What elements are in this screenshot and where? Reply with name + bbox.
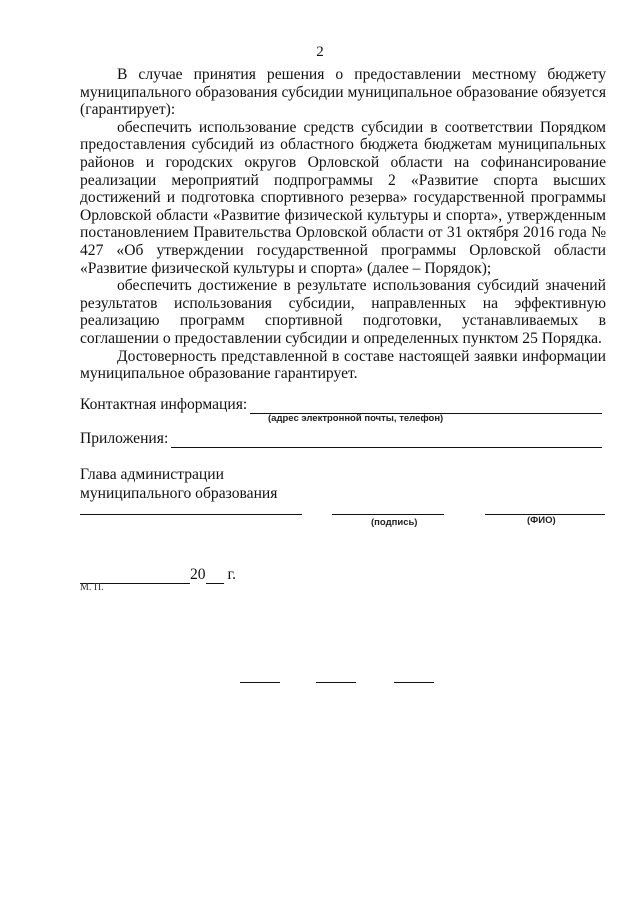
signature-line[interactable] — [332, 514, 444, 515]
date-year-suffix: г. — [227, 566, 237, 583]
attachments-row — [80, 430, 602, 448]
guarantee-text — [80, 66, 606, 383]
attachments-label: Приложения: — [80, 430, 169, 447]
signatory-title-line1: Глава администрации — [80, 466, 224, 483]
paragraph-results: обеспечить достижение в результате использования субсидий значений результатов использования субсидии, направленных на эффективную реализацию программ спортивной подготовки, устанавливаемых в соглашении о предоставлении субсидии и определенных пунктом 25 Порядка. — [80, 277, 606, 347]
paragraph-reliability: Достоверность представленной в составе настоящей заявки информации муниципальное образование гарантирует. — [80, 347, 606, 383]
position-line[interactable] — [80, 514, 302, 515]
date-year-line[interactable] — [206, 569, 224, 584]
stamp-place-label: М. П. — [80, 582, 104, 593]
contact-info-row — [80, 396, 602, 414]
closing-dash-3 — [394, 682, 434, 683]
closing-dash-2 — [316, 682, 356, 683]
signatory-title — [80, 465, 277, 503]
signature-hint: (подпись) — [371, 517, 418, 528]
closing-dash-1 — [240, 682, 280, 683]
date-year-prefix: 20 — [190, 566, 206, 583]
paragraph-intro: В случае принятия решения о предоставлении местному бюджету муниципального образования субсидии муниципальное образование обязуется (гарантирует): — [80, 66, 606, 119]
paragraph-use-funds: обеспечить использование средств субсидии в соответствии Порядком предоставления субсидий из областного бюджета бюджетам муниципальных районов и городских округов Орловской области на софинансирование реализации мероприятий подпрограммы 2 «Развитие спорта высших достижений и подготовка спортивного резерва» государственной программы Орловской области «Развитие физической культуры и спорта», утвержденным постановлением Правительства Орловской области от 31 октября 2016 года № 427 «Об утверждении государственной программы Орловской области «Развитие физической культуры и спорта» (далее – Порядок); — [80, 118, 606, 277]
signatory-title-line2: муниципального образования — [80, 485, 278, 502]
page-number: 2 — [316, 44, 324, 60]
contact-info-label: Контактная информация: — [80, 396, 248, 413]
attachments-field[interactable] — [171, 432, 602, 448]
contact-info-hint: (адрес электронной почты, телефон) — [268, 413, 444, 424]
contact-info-field[interactable] — [250, 398, 602, 414]
full-name-hint: (ФИО) — [527, 515, 556, 526]
